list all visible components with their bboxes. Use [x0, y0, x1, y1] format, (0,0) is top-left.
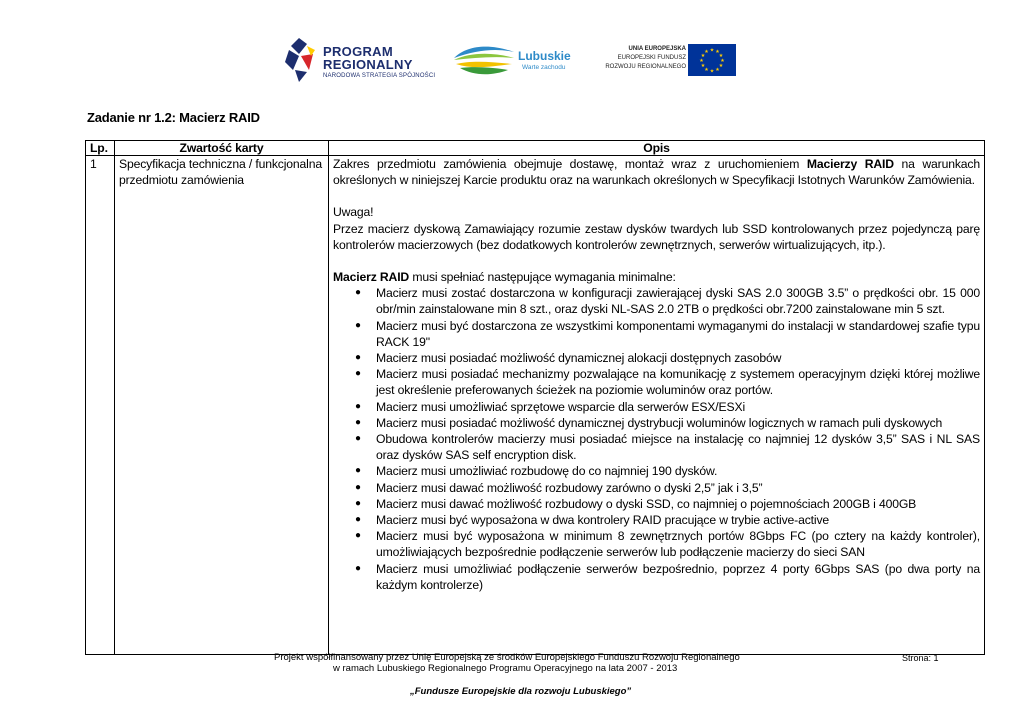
requirements-intro-bold: Macierz RAID: [333, 270, 410, 285]
row-lp: 1: [86, 156, 115, 655]
svg-text:★: ★: [709, 47, 715, 54]
program-logo-line2: REGIONALNY: [323, 57, 413, 72]
svg-text:★: ★: [718, 63, 724, 69]
footer-line1: Projekt współfinansowany przez Unię Europejską ze środków Europejskiego Funduszu Rozwoju Regionalnego: [274, 652, 740, 663]
svg-text:★: ★: [720, 58, 725, 64]
program-logo-line3: NARODOWA STRATEGIA SPÓJNOŚCI: [323, 73, 436, 79]
program-emblem-icon: [285, 36, 321, 82]
footer-line3: „Fundusze Europejskie dla rozwoju Lubuskiego”: [410, 686, 632, 697]
table-row: [86, 156, 985, 655]
list-item: ● Macierz musi być dostarczona ze wszystkimi komponentami wymaganymi do instalacji w standardowej szafie typu RACK 19": [333, 318, 980, 350]
lubuskie-wave-icon: [452, 42, 516, 78]
lubuskie-name: Lubuskie: [518, 49, 571, 63]
svg-text:★: ★: [715, 49, 720, 55]
svg-text:★: ★: [709, 68, 715, 75]
header-logos: [0, 36, 1024, 86]
list-item: ● Macierz musi umożliwiać rozbudowę do co najmniej 190 dysków.: [333, 463, 980, 479]
intro-before: Zakres przedmiotu zamówienia obejmuje dostawę, montaż wraz z uruchomieniem: [333, 157, 807, 171]
intro-paragraph: [333, 156, 980, 188]
header-content: Zwartość karty: [115, 141, 329, 156]
svg-text:★: ★: [700, 53, 706, 59]
row-content: Specyfikacja techniczna / funkcjonalna przedmiotu zamówienia: [115, 156, 329, 655]
svg-text:★: ★: [699, 58, 704, 64]
list-item: ● Macierz musi umożliwiać sprzętowe wsparcie dla serwerów ESX/ESXi: [333, 399, 980, 415]
list-item: ● Macierz musi być wyposażona w dwa kontrolery RAID pracujące w trybie active-active: [333, 512, 980, 528]
list-item: ● Macierz musi zostać dostarczona w konfiguracji zawierającej dyski SAS 2.0 300GB 3.5” o prędkości obr. 15 000 obr/min zainstalowane min 8 szt., oraz dyski NL-SAS 2.0 2TB o prędkości obr.7200 zainstalowane min 5 szt.: [333, 285, 980, 317]
svg-text:★: ★: [700, 63, 706, 69]
program-regionalny-logo: [285, 36, 435, 84]
list-item: ● Macierz musi dawać możliwość rozbudowy zarówno o dyski 2,5” jak i 3,5”: [333, 480, 980, 496]
list-item: ● Macierz musi dawać możliwość rozbudowy o dyski SSD, co najmniej o pojemnościach 200GB i 400GB: [333, 496, 980, 512]
intro-bold: Macierzy RAID: [806, 157, 894, 171]
eu-logo-line3: ROZWOJU REGIONALNEGO: [605, 64, 686, 70]
eu-logo: [598, 44, 738, 78]
spec-table: [85, 140, 985, 655]
lubuskie-logo: [452, 42, 572, 80]
svg-text:★: ★: [718, 53, 724, 59]
table-header-row: [86, 141, 985, 156]
list-item: ● Macierz musi posiadać możliwość dynamicznej alokacji dostępnych zasobów: [333, 350, 980, 366]
svg-text:★: ★: [704, 49, 709, 55]
task-title: Zadanie nr 1.2: Macierz RAID: [87, 110, 260, 125]
svg-text:★: ★: [715, 67, 720, 73]
list-item: ● Macierz musi posiadać możliwość dynamicznej dystrybucji woluminów logicznych w ramach puli dyskowych: [333, 415, 980, 431]
requirements-intro-rest: musi spełniać następujące wymagania minimalne:: [409, 270, 676, 285]
eu-logo-line2: EUROPEJSKI FUNDUSZ: [617, 55, 686, 61]
note-label: Uwaga!: [333, 205, 374, 220]
requirements-list: [333, 285, 980, 593]
list-item: ● Macierz musi posiadać mechanizmy pozwalające na komunikację z systemem operacyjnym dzięki której możliwe jest określenie preferowanych ścieżek na poziomie woluminów oraz portów.: [333, 366, 980, 398]
list-item: ● Macierz musi być wyposażona w minimum 8 zewnętrznych portów 8Gbps FC (po cztery na każdy kontroler), umożliwiających bezpośrednie podłączenie serwerów lub podłączenie macierzy do sieci SAN: [333, 528, 980, 560]
requirements-intro: [333, 269, 980, 285]
intro-after: na warunkach określonych w niniejszej Karcie produktu oraz na warunkach określonych w Specyfikacji Istotnych Warunków Zamówienia.: [333, 157, 980, 188]
note-text: Przez macierz dyskową Zamawiający rozumie zestaw dysków twardych lub SSD kontrolowanych przez pojedynczą parę kontrolerów macierzowych (bez dodatkowych kontrolerów zewnętrznych, serwerów wirtualizujących, itp.).: [333, 221, 980, 252]
program-logo-line1: PROGRAM: [323, 44, 393, 59]
svg-text:★: ★: [704, 67, 709, 73]
header-desc: Opis: [329, 141, 985, 156]
row-description: [329, 156, 985, 655]
lubuskie-tagline: Warte zachodu: [522, 64, 566, 71]
eu-flag-icon: [688, 44, 736, 76]
header-lp: Lp.: [86, 141, 115, 156]
list-item: ● Macierz musi umożliwiać podłączenie serwerów bezpośrednio, poprzez 4 porty 6Gbps SAS (po dwa porty na każdym kontrolerze): [333, 561, 980, 593]
footer-line2: w ramach Lubuskiego Regionalnego Programu Operacyjnego na lata 2007 - 2013: [333, 663, 678, 674]
eu-logo-line1: UNIA EUROPEJSKA: [628, 46, 686, 52]
page-number: Strona: 1: [902, 653, 939, 663]
list-item: ● Obudowa kontrolerów macierzy musi posiadać miejsce na instalację co najmniej 12 dysków 3,5” SAS i NL SAS oraz dysków SAS self encryption disk.: [333, 431, 980, 463]
